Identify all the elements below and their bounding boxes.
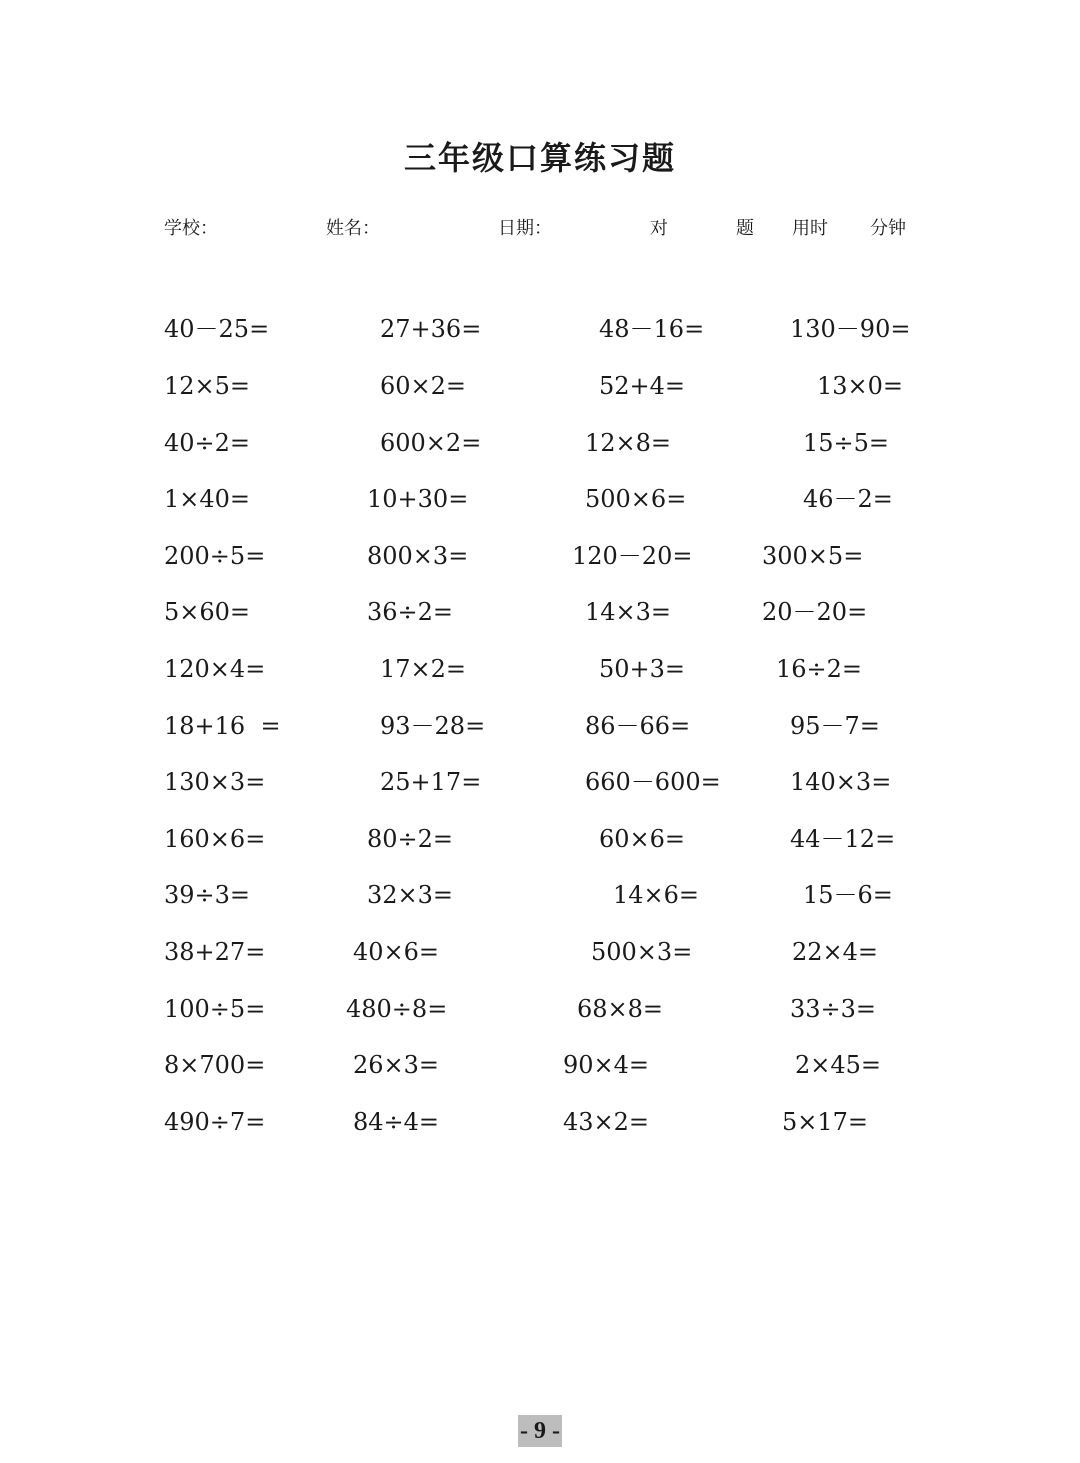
name-label: 姓名： bbox=[326, 218, 380, 239]
problem-item: 480÷8= bbox=[346, 995, 448, 1023]
problem-item: 17×2= bbox=[380, 655, 467, 683]
problem-item: 800×3= bbox=[367, 542, 469, 570]
problem-item: 46－2= bbox=[803, 485, 893, 513]
problem-item: 60×6= bbox=[599, 825, 686, 853]
problem-item: 100÷5= bbox=[164, 995, 266, 1023]
problem-item: 5×60= bbox=[164, 598, 251, 626]
problem-item: 490÷7= bbox=[164, 1108, 266, 1136]
problem-item: 10+30= bbox=[367, 485, 469, 513]
problem-item: 40×6= bbox=[353, 938, 440, 966]
problem-item: 300×5= bbox=[762, 542, 864, 570]
problem-item: 84÷4= bbox=[353, 1108, 440, 1136]
problem-item: 32×3= bbox=[367, 881, 454, 909]
problem-item: 18+16 = bbox=[164, 712, 281, 740]
problem-item: 26×3= bbox=[353, 1051, 440, 1079]
time-used-label: 用时 bbox=[792, 218, 828, 239]
problem-item: 5×17= bbox=[782, 1108, 869, 1136]
problem-item: 50+3= bbox=[599, 655, 686, 683]
problem-item: 130－90= bbox=[790, 315, 911, 343]
school-label: 学校： bbox=[164, 218, 218, 239]
problem-item: 39÷3= bbox=[164, 881, 251, 909]
problem-item: 2×45= bbox=[795, 1051, 882, 1079]
problem-item: 12×8= bbox=[585, 429, 672, 457]
problem-item: 60×2= bbox=[380, 372, 467, 400]
minutes-label: 分钟 bbox=[870, 218, 906, 239]
problem-item: 15－6= bbox=[803, 881, 893, 909]
questions-label: 题 bbox=[736, 218, 754, 239]
problem-item: 27+36= bbox=[380, 315, 482, 343]
page-title: 三年级口算练习题 bbox=[403, 139, 676, 177]
problem-item: 95－7= bbox=[790, 712, 880, 740]
problem-item: 40－25= bbox=[164, 315, 270, 343]
problem-item: 48－16= bbox=[599, 315, 705, 343]
problem-item: 1×40= bbox=[164, 485, 251, 513]
problem-item: 120×4= bbox=[164, 655, 266, 683]
problem-item: 80÷2= bbox=[367, 825, 454, 853]
problem-item: 20－20= bbox=[762, 598, 868, 626]
problem-item: 13×0= bbox=[817, 372, 904, 400]
problem-item: 600×2= bbox=[380, 429, 482, 457]
problem-item: 130×3= bbox=[164, 768, 266, 796]
problem-item: 68×8= bbox=[577, 995, 664, 1023]
problem-item: 15÷5= bbox=[803, 429, 890, 457]
problem-item: 36÷2= bbox=[367, 598, 454, 626]
problem-item: 660－600= bbox=[585, 768, 721, 796]
problem-item: 52+4= bbox=[599, 372, 686, 400]
problem-item: 38+27= bbox=[164, 938, 266, 966]
problem-item: 25+17= bbox=[380, 768, 482, 796]
problem-item: 14×6= bbox=[613, 881, 700, 909]
problem-item: 500×3= bbox=[591, 938, 693, 966]
problem-item: 86－66= bbox=[585, 712, 691, 740]
problem-item: 43×2= bbox=[563, 1108, 650, 1136]
problem-item: 120－20= bbox=[572, 542, 693, 570]
problem-item: 90×4= bbox=[563, 1051, 650, 1079]
problem-item: 8×700= bbox=[164, 1051, 266, 1079]
correct-label: 对 bbox=[650, 218, 668, 239]
problem-item: 12×5= bbox=[164, 372, 251, 400]
page-number: - 9 - bbox=[518, 1415, 562, 1447]
problem-item: 93－28= bbox=[380, 712, 486, 740]
problem-item: 33÷3= bbox=[790, 995, 877, 1023]
problem-item: 44－12= bbox=[790, 825, 896, 853]
problem-item: 500×6= bbox=[585, 485, 687, 513]
problem-item: 160×6= bbox=[164, 825, 266, 853]
problem-item: 22×4= bbox=[792, 938, 879, 966]
problem-item: 140×3= bbox=[790, 768, 892, 796]
problem-item: 14×3= bbox=[585, 598, 672, 626]
date-label: 日期： bbox=[498, 218, 552, 239]
problem-item: 200÷5= bbox=[164, 542, 266, 570]
problem-item: 16÷2= bbox=[776, 655, 863, 683]
problem-item: 40÷2= bbox=[164, 429, 251, 457]
